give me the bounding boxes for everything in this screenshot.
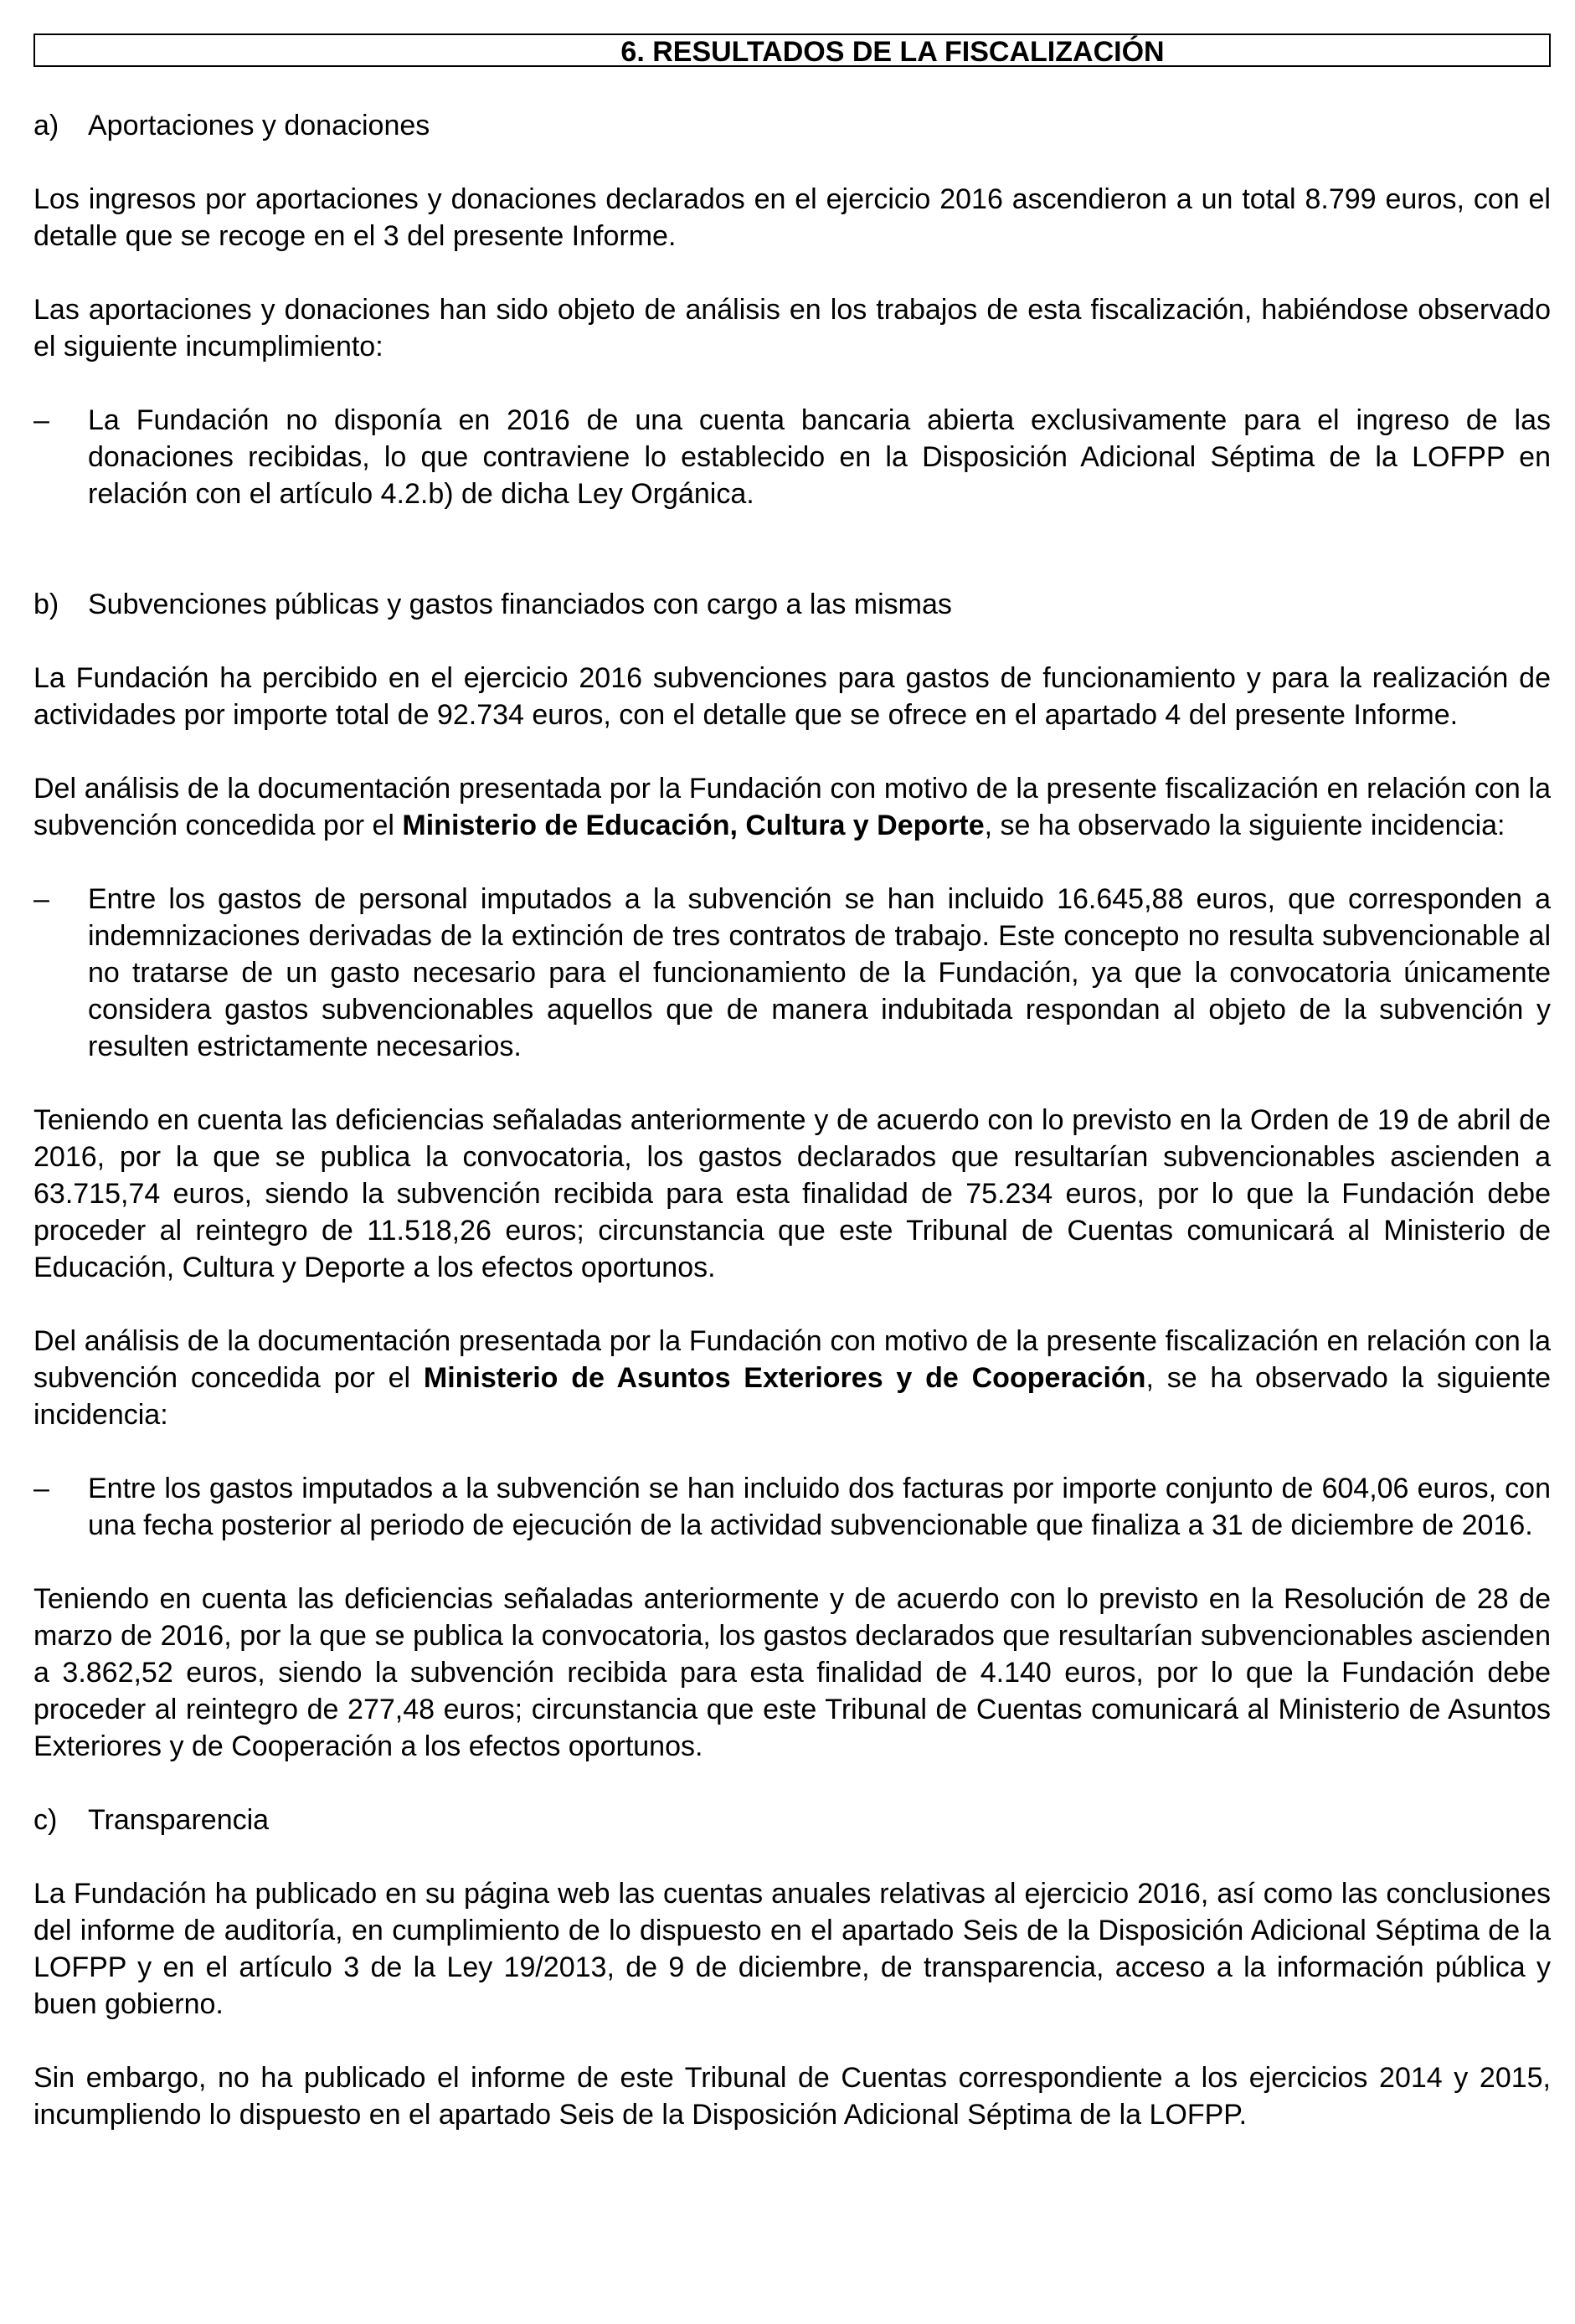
section-a-bullet-1	[33, 402, 1551, 512]
ministry-name-education: Ministerio de Educación, Cultura y Deporte	[402, 810, 985, 841]
section-a-heading	[33, 107, 1551, 144]
section-b-heading-text: Subvenciones públicas y gastos financiados con cargo a las mismas	[88, 589, 952, 620]
section-a-heading-text: Aportaciones y donaciones	[88, 110, 430, 141]
document-page	[33, 33, 1551, 2170]
section-c-heading	[33, 1802, 1551, 1838]
section-a-paragraph-2: Las aportaciones y donaciones han sido objeto de análisis en los trabajos de esta fiscalización, habiéndose observado el siguiente incumplimiento:	[33, 294, 1551, 362]
section-b-paragraph-1: La Fundación ha percibido en el ejercicio 2016 subvenciones para gastos de funcionamiento y para la realización de actividades por importe total de 92.734 euros, con el detalle que se ofrece en el apartado 4 del presente Informe.	[33, 662, 1551, 731]
section-c-paragraph-2: Sin embargo, no ha publicado el informe de este Tribunal de Cuentas correspondiente a los ejercicios 2014 y 2015, incumpliendo lo dispuesto en el apartado Seis de la Disposición Adicional Séptima de la LOFPP.	[33, 2062, 1551, 2131]
text-run: , se ha observado la siguiente incidencia:	[984, 810, 1506, 841]
section-c-letter: c)	[33, 1804, 58, 1836]
section-b-bullet-1	[33, 881, 1551, 1065]
section-a-paragraph-1: Los ingresos por aportaciones y donaciones declarados en el ejercicio 2016 ascendieron a un total 8.799 euros, con el detalle que se recoge en el 3 del presente Informe.	[33, 183, 1551, 252]
text-run: Del análisis de la documentación presentada por la Fundación con motivo de la presente fiscalización en relación con la subvención concedida por el	[33, 1325, 1551, 1394]
section-c-heading-text: Transparencia	[88, 1804, 270, 1836]
section-b-paragraph-5: Teniendo en cuenta las deficiencias señaladas anteriormente y de acuerdo con lo previsto en la Resolución de 28 de marzo de 2016, por la que se publica la convocatoria, los gastos declarados que resultarían subvencionables ascienden a 3.862,52 euros, siendo la subvención recibida para esta finalidad de 4.140 euros, por lo que la Fundación debe proceder al reintegro de 277,48 euros; circunstancia que este Tribunal de Cuentas comunicará al Ministerio de Asuntos Exteriores y de Cooperación a los efectos oportunos.	[33, 1583, 1551, 1762]
section-b-paragraph-3: Teniendo en cuenta las deficiencias señaladas anteriormente y de acuerdo con lo previsto en la Orden de 19 de abril de 2016, por la que se publica la convocatoria, los gastos declarados que resultarían subvencionables ascienden a 63.715,74 euros, siendo la subvención recibida para esta finalidad de 75.234 euros, por lo que la Fundación debe proceder al reintegro de 11.518,26 euros; circunstancia que este Tribunal de Cuentas comunicará al Ministerio de Educación, Cultura y Deporte a los efectos oportunos.	[33, 1104, 1551, 1283]
bullet-text: Entre los gastos imputados a la subvención se han incluido dos facturas por importe conjunto de 604,06 euros, con una fecha posterior al periodo de ejecución de la actividad subvencionable que finaliza a 31 de diciembre de 2016.	[88, 1473, 1551, 1541]
text-run: Del análisis de la documentación presentada por la Fundación con motivo de la presente fiscalización en relación con la subvención concedida por el	[33, 773, 1551, 841]
section-c-paragraph-1: La Fundación ha publicado en su página web las cuentas anuales relativas al ejercicio 2016, así como las conclusiones del informe de auditoría, en cumplimiento de lo dispuesto en el apartado Seis de la Disposición Adicional Séptima de la LOFPP y en el artículo 3 de la Ley 19/2013, de 9 de diciembre, de transparencia, acceso a la información pública y buen gobierno.	[33, 1878, 1551, 2020]
bullet-text: Entre los gastos de personal imputados a la subvención se han incluido 16.645,88 euros, que corresponden a indemnizaciones derivadas de la extinción de tres contratos de trabajo. Este concepto no resulta subvencionable al no tratarse de un gasto necesario para el funcionamiento de la Fundación, ya que la convocatoria únicamente considera gastos subvencionables aquellos que de manera indubitada respondan al objeto de la subvención y resulten estrictamente necesarios.	[88, 883, 1551, 1062]
bullet-dash: –	[33, 1473, 49, 1504]
section-b-paragraph-2	[33, 770, 1551, 844]
bullet-text: La Fundación no disponía en 2016 de una cuenta bancaria abierta exclusivamente para el ingreso de las donaciones recibidas, lo que contraviene lo establecido en la Disposición Adicional Séptima de la LOFPP en relación con el artículo 4.2.b) de dicha Ley Orgánica.	[88, 404, 1551, 510]
section-b-heading	[33, 586, 1551, 623]
ministry-name-foreign-affairs: Ministerio de Asuntos Exteriores y de Cooperación	[423, 1362, 1146, 1394]
bullet-dash: –	[33, 404, 49, 436]
section-a-letter: a)	[33, 110, 59, 141]
section-title: 6. RESULTADOS DE LA FISCALIZACIÓN	[33, 33, 1551, 67]
text-run: , se ha observado la siguiente incidencia:	[33, 1362, 1552, 1431]
spacer	[33, 549, 1551, 586]
bullet-dash: –	[33, 883, 49, 915]
section-b-bullet-2	[33, 1470, 1551, 1544]
section-b-letter: b)	[33, 589, 59, 620]
section-b-paragraph-4	[33, 1323, 1551, 1433]
